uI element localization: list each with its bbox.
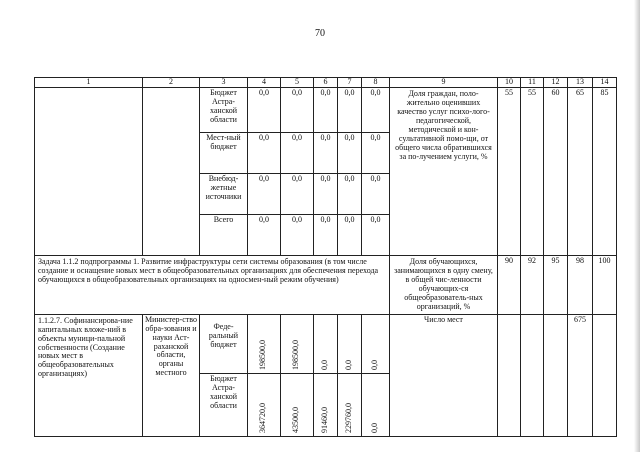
amount-cell: 0,0 <box>338 173 362 214</box>
funding-source-total: Всего <box>200 214 248 255</box>
amount-value: 0,0 <box>369 422 379 433</box>
table-row <box>35 255 617 314</box>
empty-cell <box>143 87 200 255</box>
table-row <box>35 314 617 373</box>
column-number: 1 <box>35 78 143 88</box>
amount-cell <box>281 373 314 436</box>
amount-value: 43500,0 <box>291 406 301 433</box>
column-number: 2 <box>143 78 200 88</box>
amount-value: 198500,0 <box>291 339 301 370</box>
empty-cell <box>35 87 143 255</box>
amount-cell <box>248 373 281 436</box>
column-number: 6 <box>314 78 338 88</box>
amount-cell: 0,0 <box>314 87 338 132</box>
scan-edge-shadow <box>634 0 640 452</box>
amount-cell <box>248 314 281 373</box>
target-cell: 92 <box>521 255 544 314</box>
amount-cell: 0,0 <box>362 87 390 132</box>
amount-cell <box>362 373 390 436</box>
amount-value: 0,0 <box>369 359 379 370</box>
column-number: 14 <box>593 78 617 88</box>
budget-table <box>34 77 617 437</box>
column-number: 3 <box>200 78 248 88</box>
amount-value: 229760,0 <box>343 402 353 433</box>
amount-cell: 0,0 <box>362 214 390 255</box>
target-cell: 95 <box>544 255 568 314</box>
amount-value: 0,0 <box>343 359 353 370</box>
amount-cell: 0,0 <box>281 87 314 132</box>
amount-cell: 0,0 <box>248 173 281 214</box>
column-number: 10 <box>498 78 521 88</box>
target-cell: 65 <box>568 87 593 255</box>
amount-cell: 0,0 <box>314 132 338 173</box>
amount-cell: 0,0 <box>314 214 338 255</box>
amount-cell: 0,0 <box>248 214 281 255</box>
amount-value: 198500,0 <box>258 339 268 370</box>
target-cell: 60 <box>544 87 568 255</box>
amount-cell: 0,0 <box>248 87 281 132</box>
target-cell: 675 <box>568 314 593 436</box>
funding-source: Мест-ный бюджет <box>200 132 248 173</box>
amount-cell <box>314 314 338 373</box>
amount-cell: 0,0 <box>338 214 362 255</box>
amount-value: 0,0 <box>319 359 329 370</box>
funding-source: Феде-ральный бюджет <box>200 314 248 373</box>
amount-cell <box>314 373 338 436</box>
target-cell <box>498 314 521 436</box>
target-cell <box>544 314 568 436</box>
amount-cell <box>281 314 314 373</box>
target-cell: 55 <box>498 87 521 255</box>
target-cell: 55 <box>521 87 544 255</box>
task-description: Задача 1.1.2 подпрограммы 1. Развитие инфраструктуры сети системы образования (в том числе создание и оснащение новых мест в общеобразовательных организациях для обеспечения перехода обучающихся в общеобразовательных организациях на односмен-ный режим обучения) <box>35 255 390 314</box>
funding-source: Бюджет Астра-ханской области <box>200 373 248 436</box>
target-cell: 85 <box>593 87 617 255</box>
column-number-row <box>35 78 617 88</box>
indicator-cell: Число мест <box>390 314 498 436</box>
column-number: 9 <box>390 78 498 88</box>
target-cell <box>521 314 544 436</box>
column-number: 8 <box>362 78 390 88</box>
amount-cell: 0,0 <box>314 173 338 214</box>
measure-name: 1.1.2.7. Софинансирова-ние капитальных вложе-ний в объекты муници-пальной собственности (Создание новых мест в общеобразовательных организациях) <box>35 314 143 436</box>
column-number: 12 <box>544 78 568 88</box>
amount-cell: 0,0 <box>338 132 362 173</box>
target-cell: 90 <box>498 255 521 314</box>
amount-cell: 0,0 <box>281 132 314 173</box>
indicator-cell: Доля граждан, поло-жительно оценивших качество услуг психо-лого-педагогической, методической и кон-сультативной помо-щи, от общего числа обратившихся за по-лучением услуги, % <box>390 87 498 255</box>
target-cell: 98 <box>568 255 593 314</box>
amount-cell: 0,0 <box>248 132 281 173</box>
column-number: 11 <box>521 78 544 88</box>
funding-source: Бюджет Астра-ханской области <box>200 87 248 132</box>
column-number: 5 <box>281 78 314 88</box>
measure-executor: Министер-ство обра-зования и науки Аст-раханской области, органы местного <box>143 314 200 436</box>
funding-source: Внебюд-жетные источники <box>200 173 248 214</box>
target-cell: 100 <box>593 255 617 314</box>
amount-cell <box>338 373 362 436</box>
amount-value: 364720,0 <box>258 402 268 433</box>
amount-cell: 0,0 <box>281 214 314 255</box>
column-number: 4 <box>248 78 281 88</box>
target-cell <box>593 314 617 436</box>
amount-cell <box>338 314 362 373</box>
column-number: 13 <box>568 78 593 88</box>
amount-value: 91460,0 <box>319 406 329 433</box>
table-row <box>35 87 617 132</box>
amount-cell: 0,0 <box>362 132 390 173</box>
page-number: 70 <box>315 28 325 39</box>
amount-cell: 0,0 <box>281 173 314 214</box>
amount-cell <box>362 314 390 373</box>
column-number: 7 <box>338 78 362 88</box>
indicator-cell: Доля обучающихся, занимающихся в одну смену, в общей чис-ленности обучающих-ся общеобразователь-ных организаций, % <box>390 255 498 314</box>
amount-cell: 0,0 <box>362 173 390 214</box>
amount-cell: 0,0 <box>338 87 362 132</box>
